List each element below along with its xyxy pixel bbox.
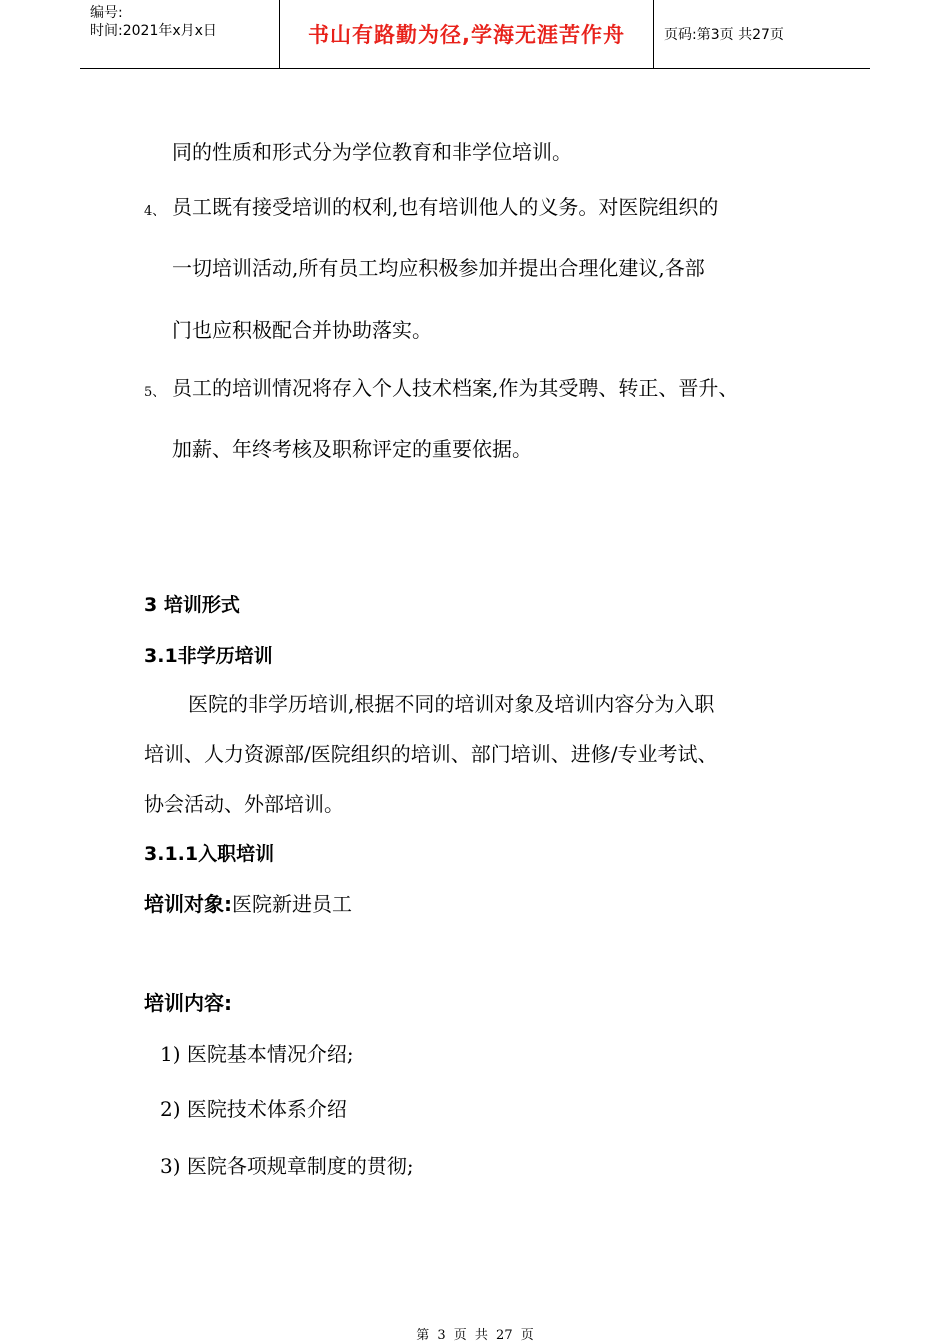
page-header — [80, 0, 870, 69]
content-item-2: 2) 医院技术体系介绍 — [160, 1097, 347, 1121]
content-item-1: 1) 医院基本情况介绍; — [160, 1042, 354, 1066]
list-number-5: 5、 — [144, 385, 166, 400]
page-info-text: 页码:第3页 共27页 — [664, 27, 784, 43]
list-item-4-line-1: 员工既有接受培训的权利,也有培训他人的义务。对医院组织的 — [172, 195, 719, 219]
section-heading-3-1: 3.1非学历培训 — [144, 645, 273, 667]
list-item-5-line-1: 员工的培训情况将存入个人技术档案,作为其受聘、转正、晋升、 — [172, 376, 739, 400]
list-item-5-line-2: 加薪、年终考核及职称评定的重要依据。 — [172, 437, 532, 461]
paragraph-3-1-line-2: 培训、人力资源部/医院组织的培训、部门培训、进修/专业考试、 — [144, 742, 718, 766]
header-page-info — [654, 0, 870, 68]
list-number-4: 4、 — [144, 204, 166, 219]
section-heading-3-1-1: 3.1.1入职培训 — [144, 843, 275, 865]
content-item-3: 3) 医院各项规章制度的贯彻; — [160, 1154, 414, 1178]
training-content-label: 培训内容: — [144, 991, 232, 1015]
training-target-label: 培训对象: — [144, 892, 232, 916]
paragraph-3-1-line-1: 医院的非学历培训,根据不同的培训对象及培训内容分为入职 — [188, 692, 715, 716]
number-label: 编号: — [90, 5, 123, 21]
training-target — [144, 892, 352, 916]
header-motto: 书山有路勤为径,学海无涯苦作舟 — [280, 0, 654, 68]
paragraph-3-1-line-3: 协会活动、外部培训。 — [144, 792, 344, 816]
page-footer: 第 3 页 共 27 页 — [416, 1328, 534, 1343]
paragraph-line: 同的性质和形式分为学位教育和非学位培训。 — [172, 140, 572, 164]
list-item-4-line-3: 门也应积极配合并协助落实。 — [172, 318, 432, 342]
time-label: 时间:2021年x月x日 — [90, 23, 217, 39]
header-meta — [80, 0, 280, 68]
section-heading-3: 3 培训形式 — [144, 594, 240, 616]
training-target-value: 医院新进员工 — [232, 892, 352, 916]
list-item-4-line-2: 一切培训活动,所有员工均应积极参加并提出合理化建议,各部 — [172, 256, 705, 280]
